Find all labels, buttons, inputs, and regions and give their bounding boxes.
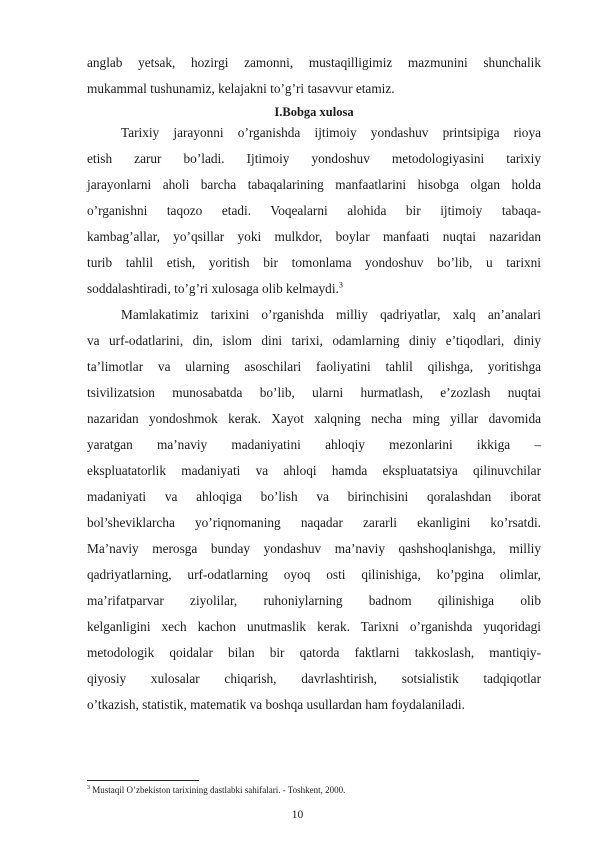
- text-line: qiyosiy xulosalar chiqarish, davrlashtirish, sotsialistik tadqiqotlar: [87, 671, 541, 686]
- text-line: o’tkazish, statistik, matematik va boshqa usullardan ham foydalaniladi.: [87, 697, 465, 712]
- text-line: o’rganishni taqozo etadi. Voqealarni alohida bir ijtimoiy tabaqa-: [87, 203, 541, 218]
- footnote: [87, 784, 345, 796]
- text-line: Ma’naviy merosga bunday yondashuv ma’naviy qashshoqlanishga, milliy: [87, 541, 541, 556]
- text-line: metodologik qoidalar bilan bir qatorda faktlarni takkoslash, mantiqiy-: [87, 645, 541, 660]
- text-line: bol’sheviklarcha yo’riqnomaning naqadar zararli ekanligini ko’rsatdi.: [87, 515, 541, 530]
- footnote-reference[interactable]: 3: [338, 280, 343, 290]
- footnote-number: 3: [87, 785, 90, 791]
- footnote-text: Mustaqil O’zbekiston tarixining dastlabki sahifalari. - Toshkent, 2000.: [92, 785, 346, 795]
- text-line: qadriyatlarning, urf-odatlarning oyoq osti qilinishiga, ko’pgina olimlar,: [87, 567, 541, 582]
- text-line: etish zarur bo’ladi. Ijtimoiy yondoshuv metodologiyasini tarixiy: [87, 151, 541, 166]
- text-line: kelganligini xech kachon unutmaslik kerak. Tarixni o’rganishda yuqoridagi: [87, 619, 541, 634]
- text-line: ta’limotlar va ularning asoschilari faoliyatini tahlil qilishga, yoritishga: [87, 359, 541, 374]
- page-number: 10: [291, 809, 304, 821]
- text-line: mukammal tushunamiz, kelajakni to’g’ri tasavvur etamiz.: [87, 81, 395, 96]
- text-line: tsivilizatsion munosabatda bo’lib, ularni hurmatlash, e’zozlash nuqtai: [87, 385, 541, 400]
- text-line: ekspluatatorlik madaniyati va ahloqi hamda ekspluatatsiya qilinuvchilar: [87, 463, 541, 478]
- text-line: ma’rifatparvar ziyolilar, ruhoniylarning badnom qilinishiga olib: [87, 593, 541, 608]
- text-line: Mamlakatimiz tarixini o’rganishda milliy qadriyatlar, xalq an’analari: [121, 307, 541, 322]
- text-line: madaniyati va ahloqiga bo’lish va birinchisini qoralashdan iborat: [87, 489, 541, 504]
- footnote-divider: [87, 780, 199, 781]
- text-line: jarayonlarni aholi barcha tabaqalarining manfaatlarini hisobga olgan holda: [87, 177, 541, 192]
- text-line: nazaridan yondoshmok kerak. Xayot xalqning necha ming yillar davomida: [87, 411, 541, 426]
- text-line: kambag’allar, yo’qsillar yoki mulkdor, boylar manfaati nuqtai nazaridan: [87, 229, 541, 244]
- text-line: [87, 280, 541, 298]
- text-line-content: soddalashtiradi, to’g’ri xulosaga olib kelmaydi.: [87, 281, 339, 296]
- text-line: Tarixiy jarayonni o’rganishda ijtimoiy yondashuv printsipiga rioya: [121, 125, 541, 140]
- text-line: yaratgan ma’naviy madaniyatini ahloqiy mezonlarini ikkiga –: [87, 437, 541, 452]
- section-heading: I.Bobga xulosa: [274, 105, 354, 119]
- text-line: turib tahlil etish, yoritish bir tomonlama yondoshuv bo’lib, u tarixni: [87, 255, 541, 270]
- text-line: anglab yetsak, hozirgi zamonni, mustaqilligimiz mazmunini shunchalik: [87, 55, 541, 70]
- text-line: va urf-odatlarini, din, islom dini tarixi, odamlarning diniy e’tiqodlari, diniy: [87, 333, 541, 348]
